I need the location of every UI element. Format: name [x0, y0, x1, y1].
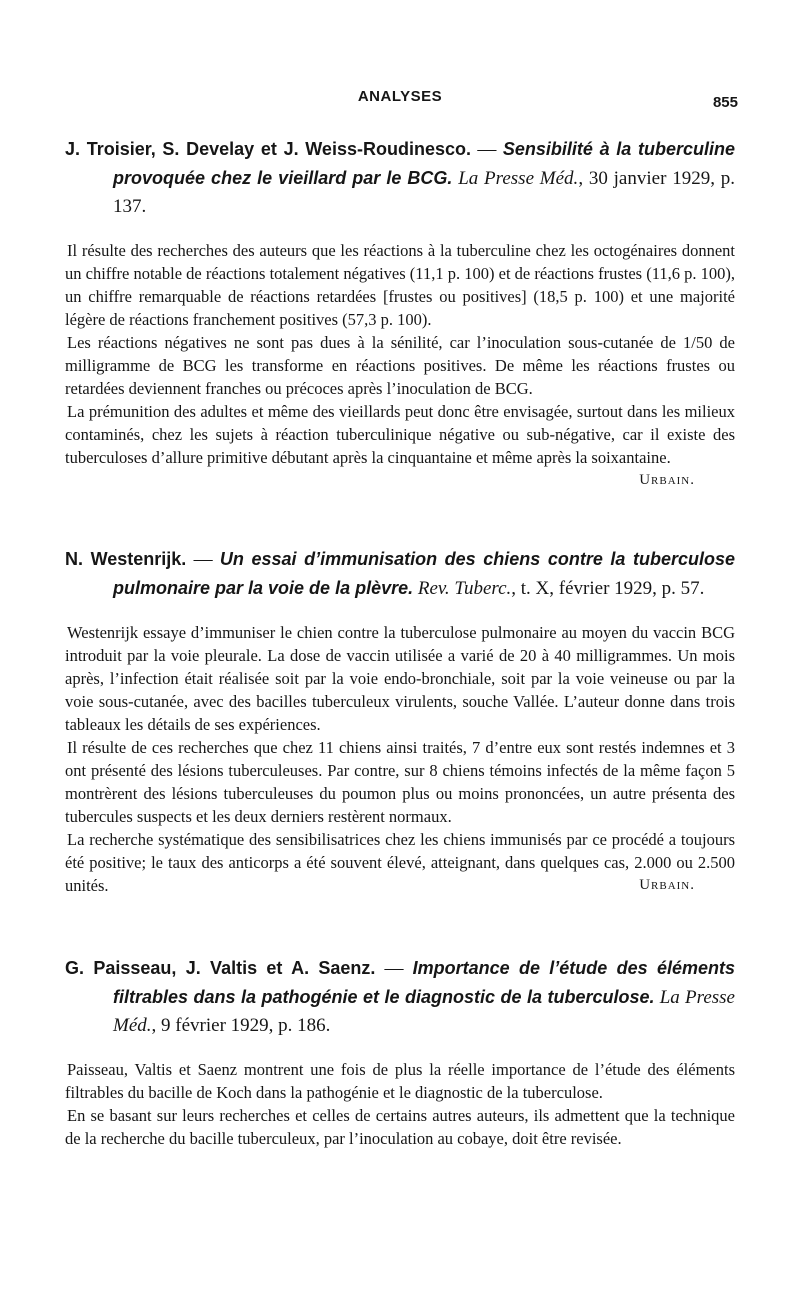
- journal-name: Rev. Tuberc.: [417, 578, 512, 599]
- paragraph: En se basant sur leurs recherches et celles de certains autres auteurs, ils admettent que la technique de la recherche du bacille tuberculeux, par l’inoculation au cobaye, doit être revisée.: [65, 1106, 735, 1148]
- paragraph: Il résulte des recherches des auteurs que les réactions à la tuberculine chez les octogénaires donnent un chiffre notable de réactions totalement négatives (11,1 p. 100) et de réactions frustes (11,6 p. 100), un chiffre remarquable de réactions retardées [frustes ou positives] (18,5 p. 100) et une majorité légère de réactions franchement positives (57,3 p. 100).: [65, 241, 735, 329]
- abstract-entry: [65, 545, 735, 897]
- article-title: Sensibilité à la tuberculine provoquée chez le vieillard par le BCG.: [113, 139, 735, 188]
- abstract-body: [65, 621, 735, 897]
- abstract-body: [65, 1058, 735, 1150]
- separator: —: [470, 139, 503, 160]
- citation: [65, 545, 735, 603]
- paragraph: Paisseau, Valtis et Saenz montrent une fois de plus la réelle importance de l’étude des éléments filtrables du bacille de Koch dans la pathogénie et le diagnostic de la tuberculose.: [65, 1060, 735, 1102]
- separator: —: [186, 549, 220, 570]
- journal-name: La Presse Méd.: [458, 168, 579, 189]
- paragraph: Westenrijk essaye d’immuniser le chien contre la tuberculose pulmonaire au moyen du vaccin BCG introduit par la voie pleurale. La dose de vaccin utilisée a varié de 20 à 40 milligrammes. Un mois après, l’infection était réalisée soit par la voie endo-bronchiale, soit par la voie veineuse ou par la voie sous-cutanée, avec des bacilles tuberculeux virulents, souche Vallée. L’auteur donne dans trois tableaux les détails de ses expériences.: [65, 623, 735, 734]
- article-title: Importance de l’étude des éléments filtrables dans la pathogénie et le diagnostic de la tuberculose.: [113, 958, 735, 1007]
- separator: —: [375, 958, 413, 979]
- authors: J. Troisier, S. Develay et J. Weiss-Roudinesco.: [65, 139, 471, 159]
- reference: , 30 janvier 1929, p. 137.: [113, 168, 735, 217]
- paragraph-text: La prémunition des adultes et même des vieillards peut donc être envisagée, surtout dans les milieux contaminés, chez les sujets à réaction tuberculinique négative ou sub-négative, car il existe des tuberculoses d’allure primitive débutant après la cinquantaine et même après la soixantaine.: [65, 402, 735, 467]
- paragraph: [65, 400, 735, 488]
- reference: , 9 février 1929, p. 186.: [151, 1015, 331, 1036]
- abstract-body: [65, 239, 735, 488]
- running-title: ANALYSES: [357, 88, 443, 105]
- journal-name: La Presse Méd.: [113, 987, 735, 1036]
- article-title: Un essai d’immunisation des chiens contre la tuberculose pulmonaire par la voie de la plèvre.: [113, 549, 736, 598]
- citation: [65, 954, 735, 1040]
- signature: Urbain.: [639, 877, 695, 893]
- paragraph: Les réactions négatives ne sont pas dues à la sénilité, car l’inoculation sous-cutanée de 1/50 de milligramme de BCG les transforme en réactions positives. De même les réactions frustes ou retardées deviennent franches ou précoces après l’inoculation de BCG.: [65, 333, 735, 398]
- authors: N. Westenrijk.: [65, 549, 187, 569]
- citation: [65, 135, 735, 221]
- page-number: 855: [712, 94, 738, 111]
- abstract-entry: [65, 954, 735, 1150]
- paragraph: [65, 828, 735, 897]
- authors: G. Paisseau, J. Valtis et A. Saenz.: [65, 958, 376, 978]
- abstract-entry: [65, 135, 735, 492]
- signature: Urbain.: [639, 472, 695, 488]
- page-header: [0, 88, 800, 118]
- paragraph-text: La recherche systématique des sensibilisatrices chez les chiens immunisés par ce procédé a toujours été positive; le taux des anticorps a été souvent élevé, atteignant, dans quelques cas, 2.000 ou 2.500 unités.: [65, 830, 735, 895]
- reference: , t. X, février 1929, p. 57.: [511, 578, 705, 599]
- paragraph: Il résulte de ces recherches que chez 11 chiens ainsi traités, 7 d’entre eux sont restés indemnes et 3 ont présenté des lésions tuberculeuses. Par contre, sur 8 chiens témoins infectés de la même façon 5 montrèrent des lésions tuberculeuses du poumon plus ou moins prononcées, un autre présenta des tubercules suspects et les deux derniers restèrent normaux.: [65, 738, 735, 826]
